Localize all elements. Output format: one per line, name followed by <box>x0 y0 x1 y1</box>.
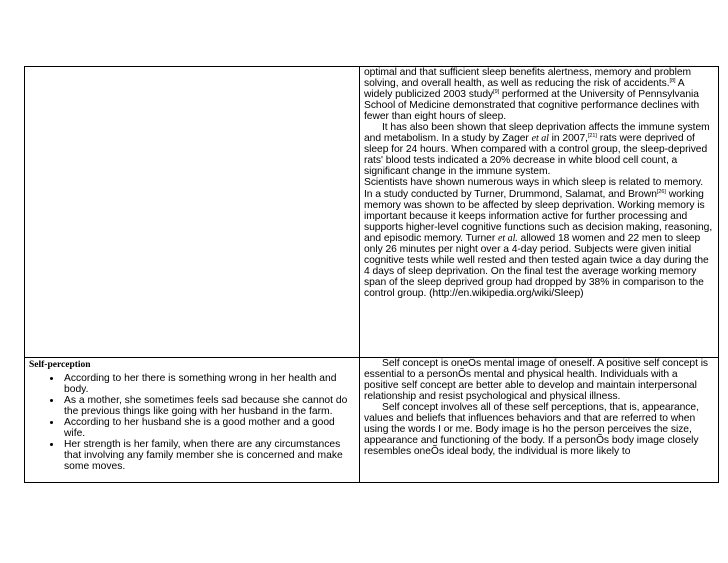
self-concept-paragraph-1: Self concept is oneÕs mental image of oneself. A positive self concept is essential to a personÕs mental and physical health. Individuals with a positive self concept are better able to develop and maintain interpersonal relationship and resist psychological and physical illness. <box>364 358 709 403</box>
list-item: • As a mother, she sometimes feels sad because she cannot do the previous things like going with her husband in the farm. <box>62 395 355 417</box>
citation-26: [26] <box>656 188 666 195</box>
sleep-body-text <box>364 67 714 299</box>
assessment-table <box>24 66 719 483</box>
table-row <box>25 67 719 358</box>
sleep-paragraph-2: It has also been shown that sleep deprivation affects the immune system and metabolism. In a study by Zager et al in 2007,[21] rats were deprived of sleep for 24 hours. When compared with a control group, the sleep-deprived rats' blood tests indicated a 20% decrease in white blood cell count, a significant change in the immune system. <box>364 122 710 178</box>
table-cell-left-empty <box>25 67 360 358</box>
list-item: • According to her husband she is a good mother and a good wife. <box>62 417 355 439</box>
sleep-paragraph-3: Scientists have shown numerous ways in which sleep is related to memory. In a study conducted by Turner, Drummond, Salamat, and Brown[26] working memory was shown to be affected by sleep deprivation. Working memory is important because it keeps information active for further processing and supports higher-level cognitive functions such as decision making, reasoning, and episodic memory. Turner et al. allowed 18 women and 22 men to sleep only 26 minutes per night over a 4-day period. Subjects were given initial cognitive tests while well rested and then tested again twice a day during the 4 days of sleep deprivation. On the final test the average working memory span of the sleep deprived group had dropped by 38% in comparison to the control group. (http://en.wikipedia.org/wiki/Sleep) <box>364 177 713 299</box>
sleep-paragraph-1: optimal and that sufficient sleep benefits alertness, memory and problem solving, and overall health, as well as reducing the risk of accidents.[8] A widely publicized 2003 study[9] performed at the University of Pennsylvania School of Medicine demonstrated that cognitive performance declines with fewer than eight hours of sleep. <box>364 67 700 123</box>
section-heading: Self-perception <box>29 360 91 370</box>
self-concept-paragraph-2: Self concept involves all of these self perceptions, that is, appearance, values and beliefs that influences behaviors and that are referred to when using the words I or me. Body image is ho the person perceives the size, appearance and functioning of the body. If a personÕs body image closely resembles oneÕs ideal body, the individual is more likely to <box>364 402 699 458</box>
table-cell-self-concept-text <box>360 358 719 483</box>
table-row <box>25 358 719 483</box>
table-cell-self-perception <box>25 358 360 483</box>
list-item: • According to her there is something wrong in her health and body. <box>62 373 355 395</box>
citation-8: [8] <box>669 78 676 85</box>
citation-21: [21] <box>587 133 597 140</box>
table-cell-sleep-text <box>360 67 719 358</box>
self-concept-body-text <box>364 358 714 457</box>
observation-list <box>29 373 355 472</box>
citation-9: [9] <box>493 89 500 96</box>
list-item: • Her strength is her family, when there are any circumstances that involving any family member she is concerned and make some moves. <box>62 439 355 472</box>
